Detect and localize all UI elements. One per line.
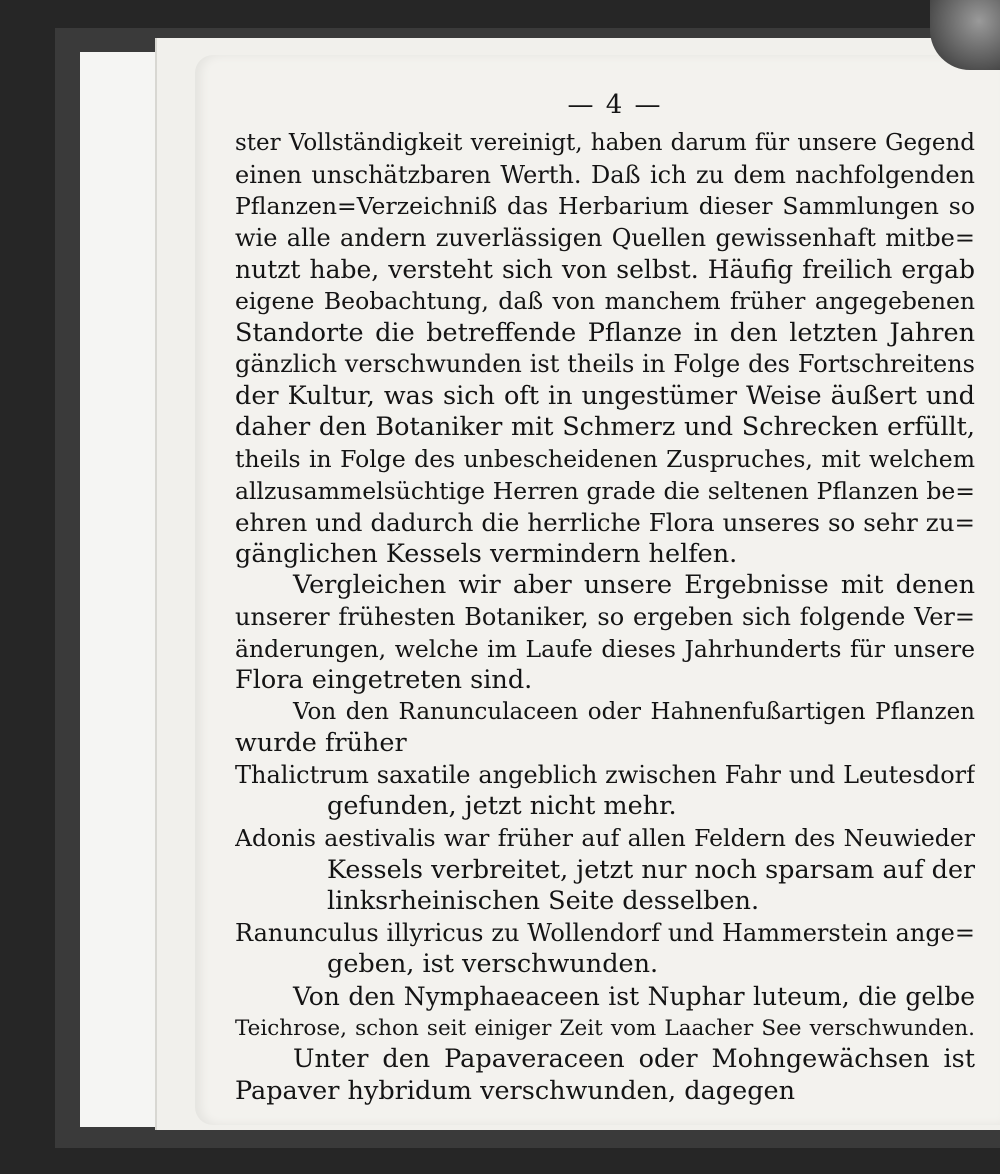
text-line: gänzlich verschwunden ist theils in Folge des Fortschreitens — [235, 350, 975, 379]
text-line: ster Vollständigkeit vereinigt, haben darum für unsere Gegend — [235, 130, 975, 156]
text-line: Pflanzen=Verzeichniß das Herbarium dieser Sammlungen so — [235, 192, 975, 221]
text-line: Thalictrum saxatile angeblich zwischen Fahr und Leutesdorf — [235, 760, 975, 789]
text-line: Teichrose, schon seit einiger Zeit vom Laacher See verschwunden. — [235, 1015, 975, 1041]
text-line: Flora eingetreten sind. — [235, 665, 533, 696]
text-line: linksrheinischen Seite desselben. — [327, 886, 760, 917]
text-line: daher den Botaniker mit Schmerz und Schrecken erfüllt, — [235, 412, 975, 443]
text-line: geben, ist verschwunden. — [327, 949, 659, 980]
text-line: Von den Ranunculaceen oder Hahnenfußartigen Pflanzen — [293, 698, 975, 725]
text-line: allzusammelsüchtige Herren grade die seltenen Pflanzen be= — [235, 476, 975, 505]
text-line: Vergleichen wir aber unsere Ergebnisse mit denen — [293, 570, 975, 601]
text-line: Adonis aestivalis war früher auf allen Feldern des Neuwieder — [235, 824, 975, 853]
text-line: nutzt habe, versteht sich von selbst. Häufig freilich ergab — [235, 255, 975, 285]
page-number: — 4 — — [567, 90, 663, 120]
text-line: wurde früher — [235, 728, 407, 759]
text-line: Kessels verbreitet, jetzt nur noch sparsam auf der — [327, 854, 975, 885]
text-line: unserer frühesten Botaniker, so ergeben sich folgende Ver= — [235, 602, 975, 631]
body-text — [235, 128, 975, 1107]
text-line: gefunden, jetzt nicht mehr. — [327, 791, 677, 822]
text-line: Ranunculus illyricus zu Wollendorf und Hammerstein ange= — [235, 918, 975, 947]
text-line: Von den Nymphaeaceen ist Nuphar luteum, die gelbe — [293, 982, 975, 1012]
text-line: eigene Beobachtung, daß von manchem früher angegebenen — [235, 286, 975, 315]
text-line: wie alle andern zuverlässigen Quellen gewissenhaft mitbe= — [235, 223, 975, 252]
text-line: einen unschätzbaren Werth. Daß ich zu dem nachfolgenden — [235, 160, 975, 189]
text-line: der Kultur, was sich oft in ungestümer Weise äußert und — [235, 380, 975, 411]
text-line: theils in Folge des unbescheidenen Zuspruches, mit welchem — [235, 444, 975, 473]
text-line: gänglichen Kessels vermindern helfen. — [235, 538, 738, 569]
text-line: Unter den Papaveraceen oder Mohngewächsen ist — [293, 1044, 975, 1075]
text-line: Papaver hybridum verschwunden, dagegen — [235, 1075, 796, 1106]
text-line: Standorte die betreffende Pflanze in den letzten Jahren — [235, 317, 975, 348]
text-line: ehren und dadurch die herrliche Flora unseres so sehr zu= — [235, 508, 975, 538]
text-line: änderungen, welche im Laufe dieses Jahrhunderts für unsere — [235, 634, 975, 663]
